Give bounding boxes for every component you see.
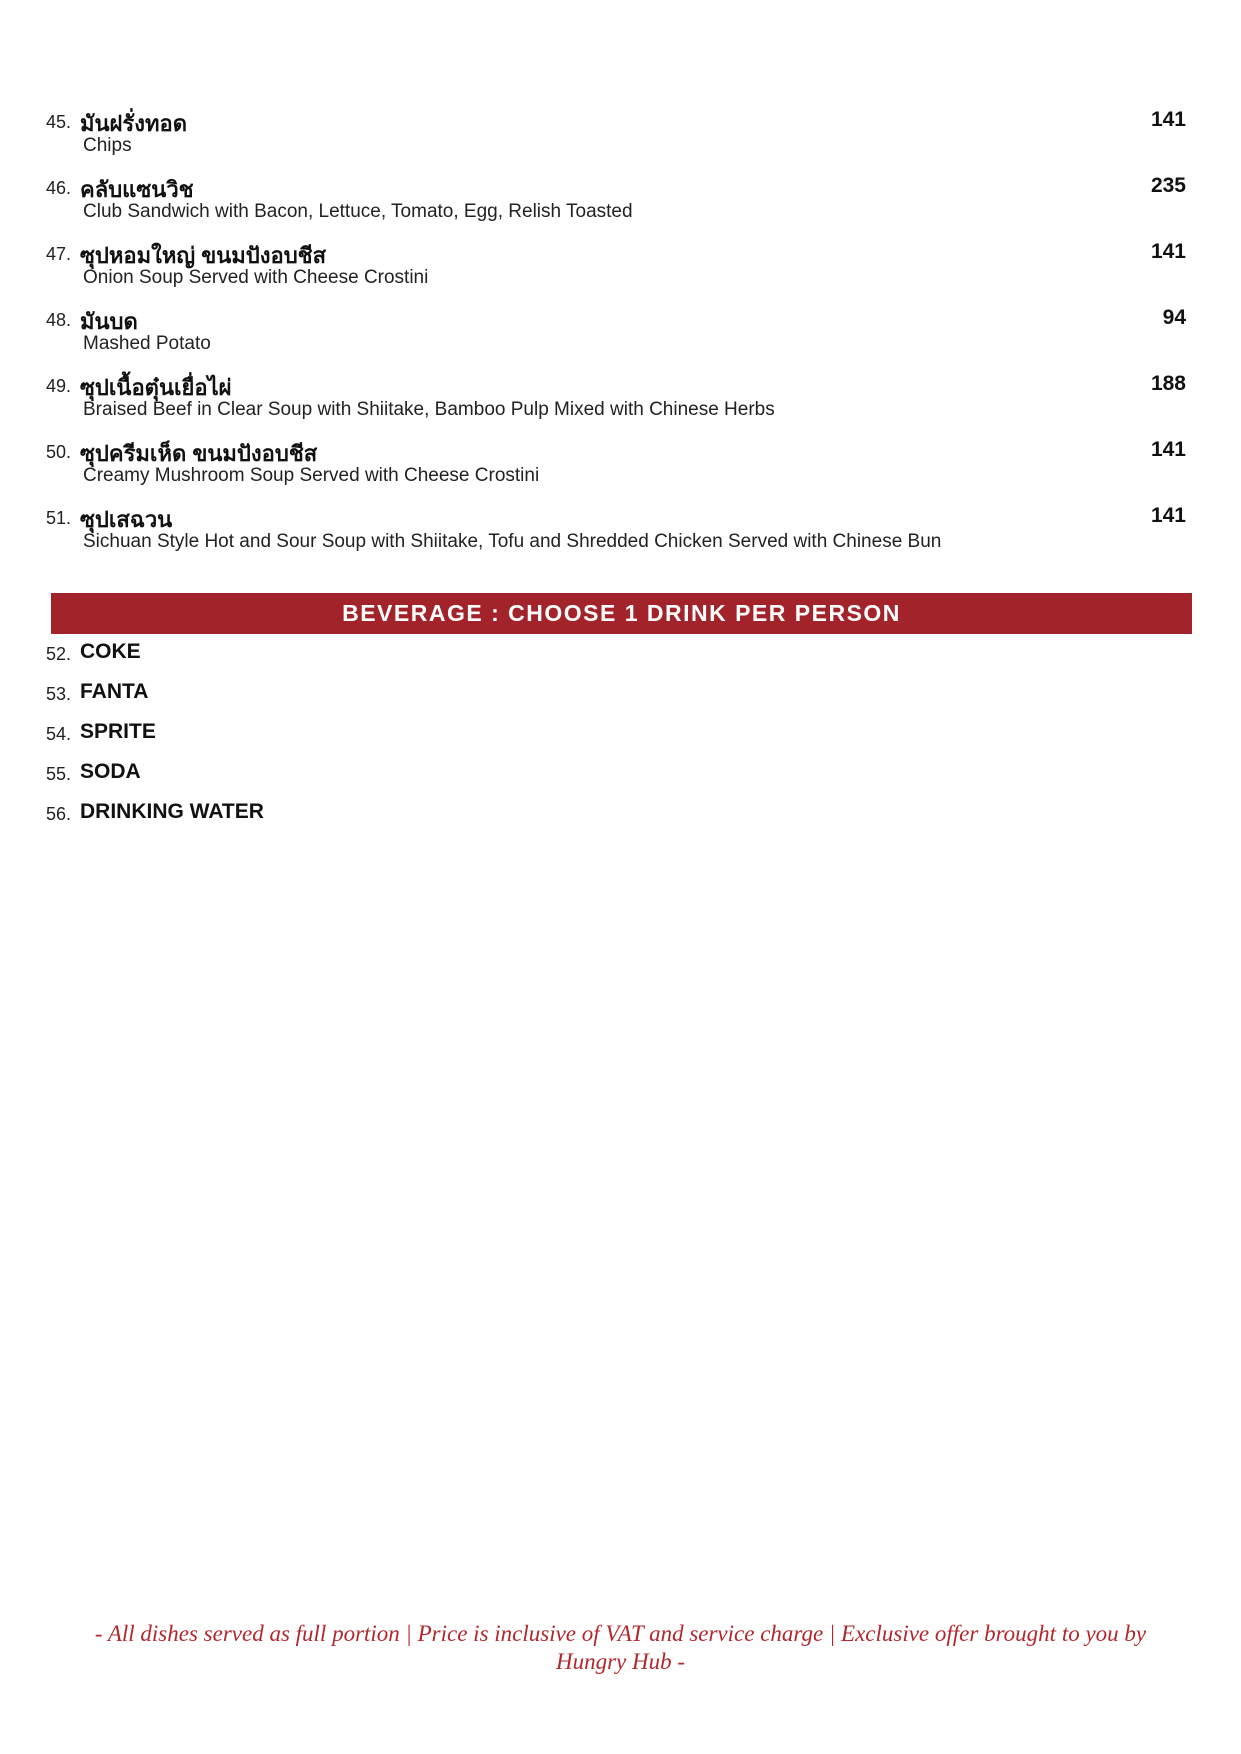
footer-line-2: Hungry Hub - bbox=[555, 1649, 686, 1674]
menu-item bbox=[46, 238, 1186, 302]
item-thai-name: มันฝรั่งทอด bbox=[80, 111, 187, 136]
item-number: 46. bbox=[46, 178, 72, 198]
item-english-name: Braised Beef in Clear Soup with Shiitake, Bamboo Pulp Mixed with Chinese Herbs bbox=[83, 399, 775, 420]
beverage-section-title: BEVERAGE : CHOOSE 1 DRINK PER PERSON bbox=[342, 600, 901, 626]
item-price: 188 bbox=[1150, 372, 1186, 395]
item-price: 141 bbox=[1150, 438, 1186, 461]
item-thai-name: ซุปเนื้อตุ๋นเยื่อไผ่ bbox=[80, 375, 232, 400]
menu-item bbox=[46, 106, 1186, 170]
beverage-section-banner bbox=[51, 593, 1192, 634]
item-english-name: Sichuan Style Hot and Sour Soup with Shiitake, Tofu and Shredded Chicken Served with Chinese Bun bbox=[83, 531, 942, 552]
menu-item bbox=[46, 436, 1186, 500]
item-number: 49. bbox=[46, 376, 72, 396]
menu-item bbox=[46, 370, 1186, 434]
footer-note bbox=[60, 1620, 1181, 1676]
item-number: 48. bbox=[46, 310, 72, 330]
footer-line-1: - All dishes served as full portion | Price is inclusive of VAT and service charge | Exclusive offer brought to you by bbox=[94, 1621, 1147, 1646]
item-thai-name: ซุปเสฉวน bbox=[80, 507, 173, 532]
beverage-number: 52. bbox=[46, 644, 72, 664]
item-price: 235 bbox=[1150, 174, 1186, 197]
beverage-name: SODA bbox=[80, 760, 141, 783]
item-english-name: Club Sandwich with Bacon, Lettuce, Tomato, Egg, Relish Toasted bbox=[83, 201, 633, 222]
item-price: 141 bbox=[1150, 240, 1186, 263]
menu-item bbox=[46, 502, 1186, 566]
beverage-number: 56. bbox=[46, 804, 72, 824]
item-number: 50. bbox=[46, 442, 72, 462]
beverage-name: SPRITE bbox=[80, 720, 156, 743]
item-thai-name: มันบด bbox=[80, 309, 138, 334]
beverage-number: 55. bbox=[46, 764, 72, 784]
menu-item bbox=[46, 172, 1186, 236]
item-price: 141 bbox=[1150, 108, 1186, 131]
beverage-name: DRINKING WATER bbox=[80, 800, 264, 823]
item-thai-name: ซุปครีมเห็ด ขนมปังอบชีส bbox=[80, 441, 318, 466]
item-english-name: Mashed Potato bbox=[83, 333, 211, 354]
item-price: 141 bbox=[1150, 504, 1186, 527]
menu-item bbox=[46, 304, 1186, 368]
item-number: 47. bbox=[46, 244, 72, 264]
item-price: 94 bbox=[1162, 306, 1186, 329]
item-thai-name: ซุปหอมใหญ่ ขนมปังอบชีส bbox=[80, 243, 327, 268]
item-number: 51. bbox=[46, 508, 72, 528]
item-number: 45. bbox=[46, 112, 72, 132]
item-english-name: Chips bbox=[83, 135, 132, 156]
item-english-name: Onion Soup Served with Cheese Crostini bbox=[83, 267, 429, 288]
beverage-number: 54. bbox=[46, 724, 72, 744]
item-thai-name: คลับแซนวิช bbox=[80, 177, 194, 202]
beverage-name: FANTA bbox=[80, 680, 149, 703]
beverage-name: COKE bbox=[80, 640, 141, 663]
item-english-name: Creamy Mushroom Soup Served with Cheese Crostini bbox=[83, 465, 540, 486]
beverage-number: 53. bbox=[46, 684, 72, 704]
